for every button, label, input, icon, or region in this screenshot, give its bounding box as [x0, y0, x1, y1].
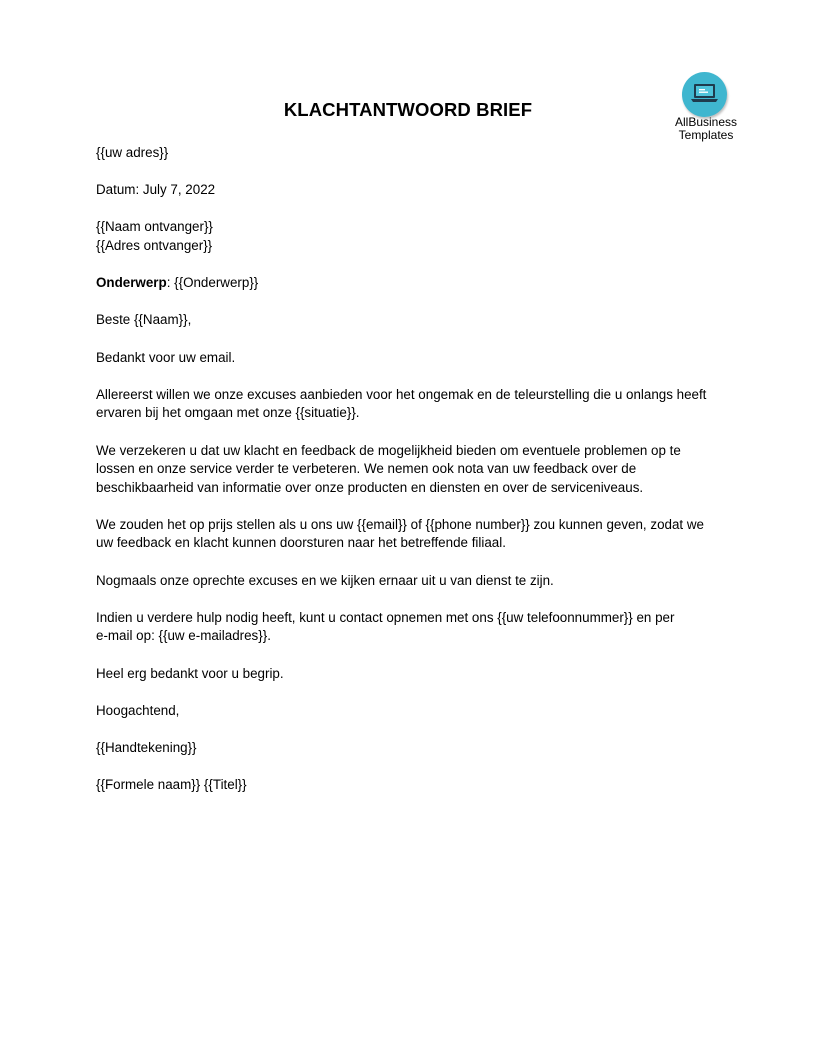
paragraph-2-line: Allereerst willen we onze excuses aanbieden voor het ongemak en de teleurstelling die u onlangs heeft: [96, 386, 707, 402]
paragraph-4-line: uw feedback en klacht kunnen doorsturen naar het betreffende filiaal.: [96, 535, 506, 551]
letter-date: Datum: July 7, 2022: [96, 182, 216, 198]
paragraph-6-line: e-mail op: {{uw e-mailadres}}.: [96, 628, 271, 644]
closing: Hoogachtend,: [96, 702, 180, 718]
recipient-block: [96, 218, 716, 255]
document-title: KLACHTANTWOORD BRIEF: [283, 99, 533, 120]
subject-label: Onderwerp: [96, 275, 167, 291]
paragraph-3: [96, 442, 716, 498]
subject-value: : {{Onderwerp}}: [166, 275, 259, 291]
formal-name: {{Formele naam}} {{Titel}}: [96, 777, 247, 793]
recipient-address: {{Adres ontvanger}}: [96, 237, 213, 253]
signature: {{Handtekening}}: [96, 740, 197, 755]
logo-text-line2: Templates: [678, 128, 734, 142]
paragraph-4-line: We zouden het op prijs stellen als u ons uw {{email}} of {{phone number}} zou kunnen geven, zodat we: [96, 516, 704, 532]
sender-address: {{uw adres}}: [96, 145, 169, 160]
paragraph-7: Heel erg bedankt voor u begrip.: [96, 665, 284, 681]
paragraph-4: [96, 516, 716, 553]
logo-text-line1: AllBusiness: [674, 115, 738, 129]
salutation: Beste {{Naam}},: [96, 312, 192, 328]
subject-line: [96, 274, 716, 293]
paragraph-1: Bedankt voor uw email.: [96, 349, 236, 365]
recipient-name: {{Naam ontvanger}}: [96, 219, 213, 235]
paragraph-3-line: We verzekeren u dat uw klacht en feedback de mogelijkheid bieden om eventuele problemen op te: [96, 442, 681, 458]
paragraph-6: [96, 609, 716, 646]
paragraph-3-line: beschikbaarheid van informatie over onze producten en diensten en over de serviceniveaus.: [96, 479, 644, 495]
paragraph-6-line: Indien u verdere hulp nodig heeft, kunt u contact opnemen met ons {{uw telefoonnummer}} en per: [96, 609, 675, 625]
paragraph-3-line: lossen en onze service verder te verbeteren. We nemen ook nota van uw feedback over de: [96, 461, 637, 477]
letter-body: [96, 144, 716, 813]
paragraph-2-line: ervaren bij het omgaan met onze {{situatie}}.: [96, 405, 360, 421]
paragraph-5: Nogmaals onze oprechte excuses en we kijken ernaar uit u van dienst te zijn.: [96, 572, 554, 588]
paragraph-2: [96, 386, 716, 423]
